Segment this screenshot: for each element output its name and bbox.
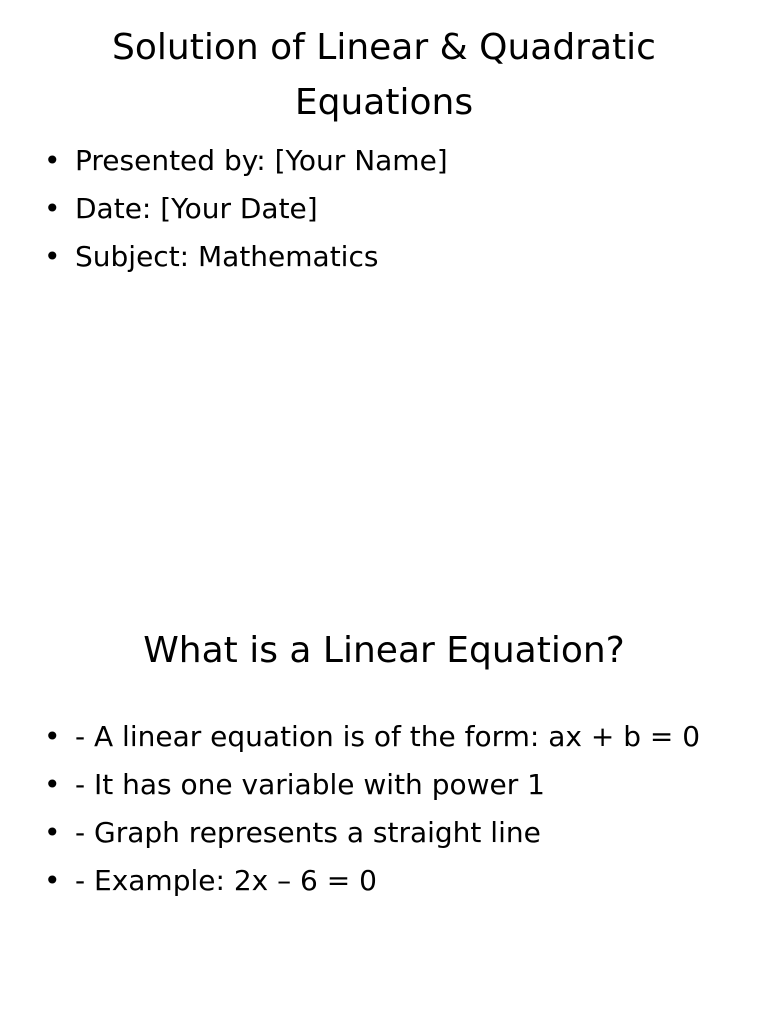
bullet-icon: •: [44, 192, 61, 225]
bullet-example: [44, 857, 744, 905]
slide-1-bullet-list: [44, 137, 744, 281]
bullet-graph: [44, 809, 744, 857]
bullet-icon: •: [44, 864, 61, 897]
slide-2-title: What is a Linear Equation?: [143, 630, 625, 671]
bullet-text: Presented by: [Your Name]: [75, 144, 448, 177]
bullet-text: Subject: Mathematics: [75, 240, 379, 273]
bullet-text: - A linear equation is of the form: ax + b = 0: [75, 720, 701, 753]
bullet-icon: •: [44, 144, 61, 177]
bullet-text: - It has one variable with power 1: [75, 768, 545, 801]
bullet-subject: [44, 233, 744, 281]
bullet-presented-by: [44, 137, 744, 185]
slide-linear-equation: [0, 576, 768, 1024]
bullet-variable: [44, 761, 744, 809]
bullet-date: [44, 185, 744, 233]
bullet-icon: •: [44, 768, 61, 801]
bullet-icon: •: [44, 816, 61, 849]
slide-1-title: Solution of Linear & Quadratic Equations: [112, 27, 656, 123]
bullet-text: - Example: 2x – 6 = 0: [75, 864, 377, 897]
bullet-icon: •: [44, 240, 61, 273]
bullet-icon: •: [44, 720, 61, 753]
bullet-text: Date: [Your Date]: [75, 192, 318, 225]
bullet-text: - Graph represents a straight line: [75, 816, 541, 849]
slide-2-bullet-list: [44, 713, 744, 905]
bullet-definition: [44, 713, 744, 761]
